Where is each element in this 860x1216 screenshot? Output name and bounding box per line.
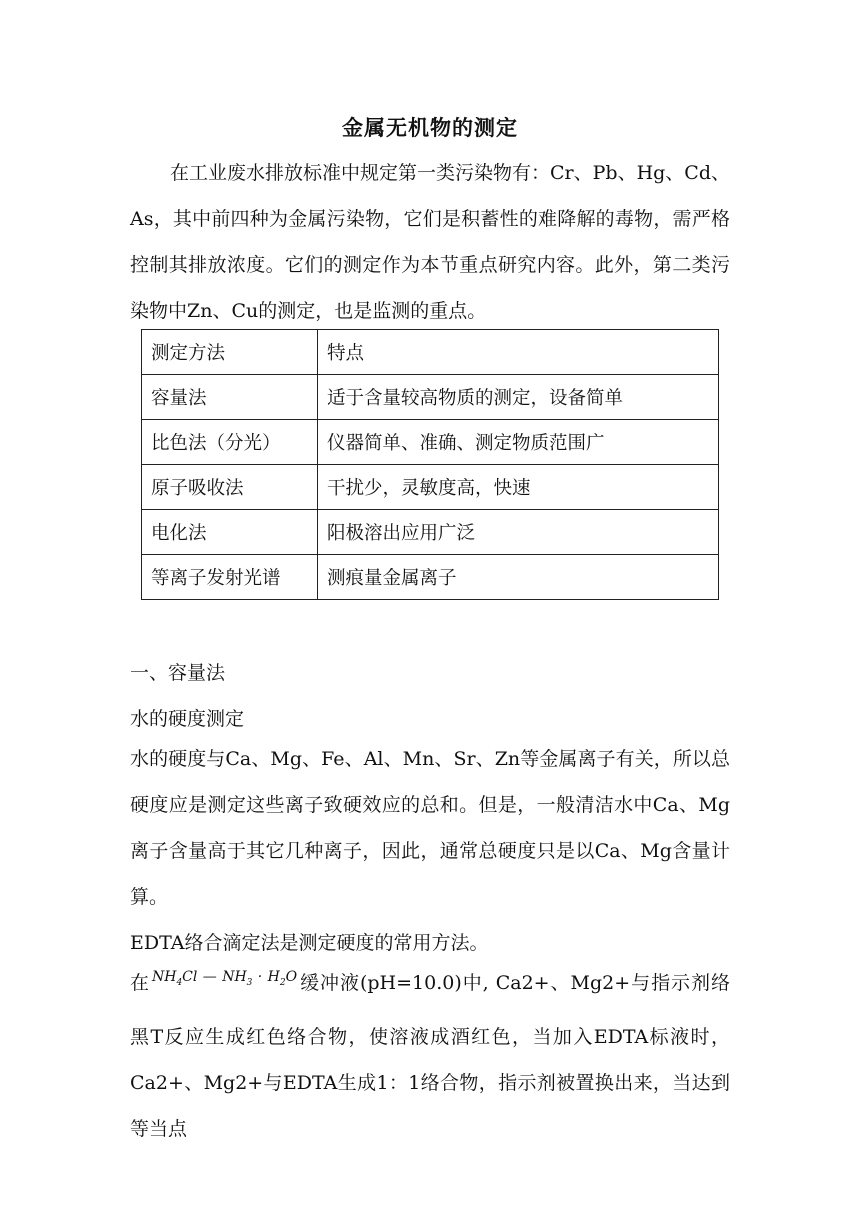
edta-line: EDTA络合滴定法是测定硬度的常用方法。 [130, 932, 489, 954]
method-cell: 原子吸收法 [142, 465, 318, 510]
buffer-text: 缓冲液(pH=10.0)中, Ca2+、Mg2+与指示剂络黑T反应生成红色络合物，使溶液成酒红色，当加入EDTA标液时，Ca2+、Mg2+与EDTA生成1：1络合物，指示剂被置换出来，当达到等当点 [130, 972, 730, 1140]
feature-cell: 干扰少，灵敏度高，快速 [318, 465, 719, 510]
methods-table [141, 329, 719, 600]
method-cell: 等离子发射光谱 [142, 555, 318, 600]
section-subheading: 水的硬度测定 [130, 708, 245, 730]
table-header-row [142, 330, 719, 375]
feature-cell: 特点 [318, 330, 719, 375]
feature-cell: 适于含量较高物质的测定，设备简单 [318, 375, 719, 420]
feature-cell: 测痕量金属离子 [318, 555, 719, 600]
table-row [142, 555, 719, 600]
feature-cell: 仪器简单、准确、测定物质范围广 [318, 420, 719, 465]
feature-cell: 阳极溶出应用广泛 [318, 510, 719, 555]
method-cell: 比色法（分光） [142, 420, 318, 465]
intro-paragraph: 在工业废水排放标准中规定第一类污染物有：Cr、Pb、Hg、Cd、As，其中前四种为金属污染物，它们是积蓄性的难降解的毒物，需严格控制其排放浓度。它们的测定作为本节重点研究内容。此外，第二类污染物中Zn、Cu的测定，也是监测的重点。 [130, 162, 731, 322]
table-row [142, 465, 719, 510]
table-row [142, 510, 719, 555]
hardness-paragraph [130, 736, 730, 920]
section-heading: 一、容量法 [130, 662, 226, 684]
method-cell: 电化法 [142, 510, 318, 555]
table-row [142, 420, 719, 465]
table-row [142, 375, 719, 420]
method-cell: 测定方法 [142, 330, 318, 375]
buffer-formula: NH4Cl — NH3 · H2O [151, 969, 298, 988]
buffer-prefix: 在 [130, 972, 150, 994]
buffer-paragraph [130, 960, 730, 1152]
page-title: 金属无机物的测定 [342, 116, 518, 140]
hardness-text: 水的硬度与Ca、Mg、Fe、Al、Mn、Sr、Zn等金属离子有关，所以总硬度应是测定这些离子致硬效应的总和。但是，一般清洁水中Ca、Mg离子含量高于其它几种离子，因此，通常总硬度只是以Ca、Mg含量计算。 [130, 748, 730, 908]
method-cell: 容量法 [142, 375, 318, 420]
